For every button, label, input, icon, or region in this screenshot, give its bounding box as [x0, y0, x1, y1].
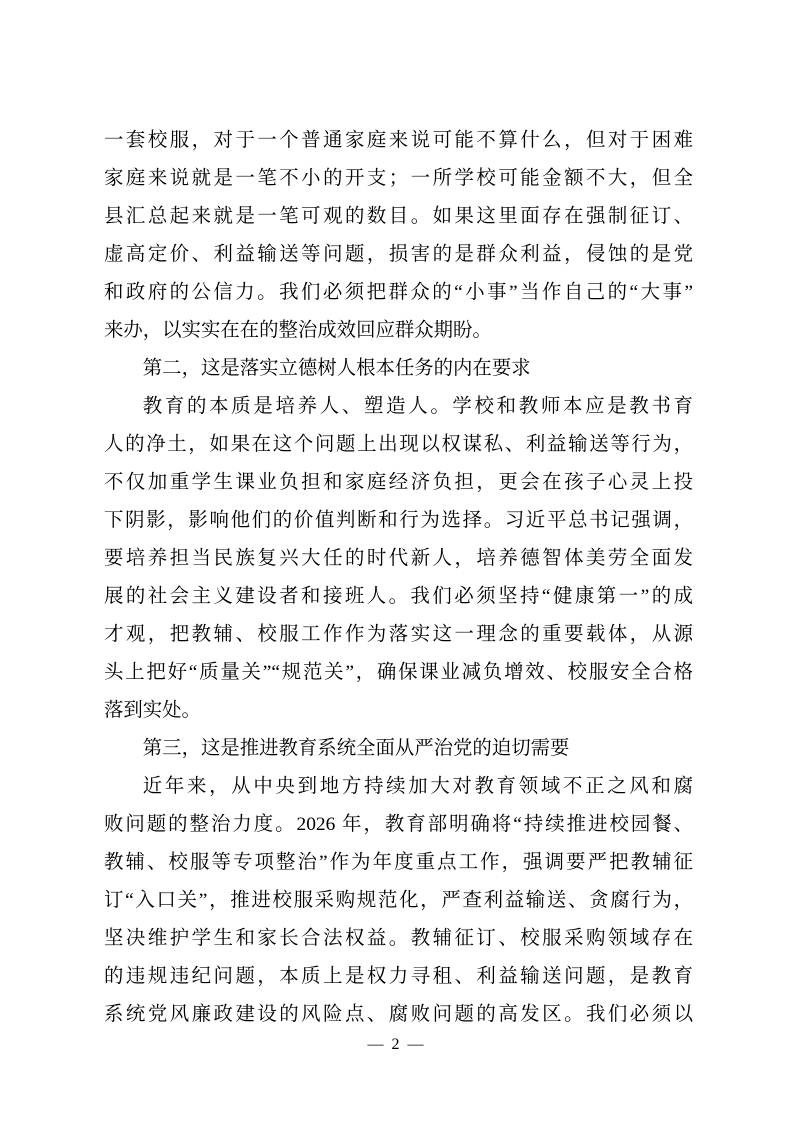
text-line: 虚高定价、利益输送等问题，损害的是群众利益，侵蚀的是党	[104, 244, 693, 265]
text-line: 一套校服，对于一个普通家庭来说可能不算什么，但对于困难	[104, 130, 693, 151]
text-line: 教辅、校服等专项整治”作为年度重点工作，强调要严把教辅征	[104, 852, 693, 873]
text-line: 坚决维护学生和家长合法权益。教辅征订、校服采购领域存在	[104, 928, 693, 949]
text-line: 头上把好“质量关”“规范关”，确保课业减负增效、校服安全合格	[104, 662, 693, 683]
text-line: 家庭来说就是一笔不小的开支；一所学校可能金额不大，但全	[104, 168, 693, 189]
text-line: 败问题的整治力度。2026 年，教育部明确将“持续推进校园餐、	[104, 814, 693, 835]
text-line: 展的社会主义建设者和接班人。我们必须坚持“健康第一”的成	[104, 586, 693, 607]
text-line: 教育的本质是培养人、塑造人。学校和教师本应是教书育	[142, 396, 693, 417]
page-number: — 2 —	[367, 1036, 426, 1053]
section-heading: 第三，这是推进教育系统全面从严治党的迫切需要	[142, 738, 570, 759]
text-line: 才观，把教辅、校服工作作为落实这一理念的重要载体，从源	[104, 624, 693, 645]
text-line: 要培养担当民族复兴大任的时代新人，培养德智体美劳全面发	[104, 548, 693, 569]
text-line: 县汇总起来就是一笔可观的数目。如果这里面存在强制征订、	[104, 206, 693, 227]
section-heading: 第二，这是落实立德树人根本任务的内在要求	[142, 358, 531, 379]
page-footer	[0, 1032, 793, 1058]
text-line: 的违规违纪问题，本质上是权力寻租、利益输送问题，是教育	[104, 966, 693, 987]
text-line: 来办，以实实在在的整治成效回应群众期盼。	[104, 320, 492, 341]
text-line: 下阴影，影响他们的价值判断和行为选择。习近平总书记强调，	[104, 510, 693, 531]
document-body	[104, 122, 693, 1034]
text-line: 系统党风廉政建设的风险点、腐败问题的高发区。我们必须以	[104, 1004, 693, 1025]
text-line: 近年来，从中央到地方持续加大对教育领域不正之风和腐	[142, 776, 693, 797]
text-line: 和政府的公信力。我们必须把群众的“小事”当作自己的“大事”	[104, 282, 693, 303]
text-line: 人的净土，如果在这个问题上出现以权谋私、利益输送等行为，	[104, 434, 693, 455]
text-line: 不仅加重学生课业负担和家庭经济负担，更会在孩子心灵上投	[104, 472, 693, 493]
text-line: 订“入口关”，推进校服采购规范化，严查利益输送、贪腐行为，	[104, 890, 693, 911]
text-line: 落到实处。	[104, 700, 201, 721]
